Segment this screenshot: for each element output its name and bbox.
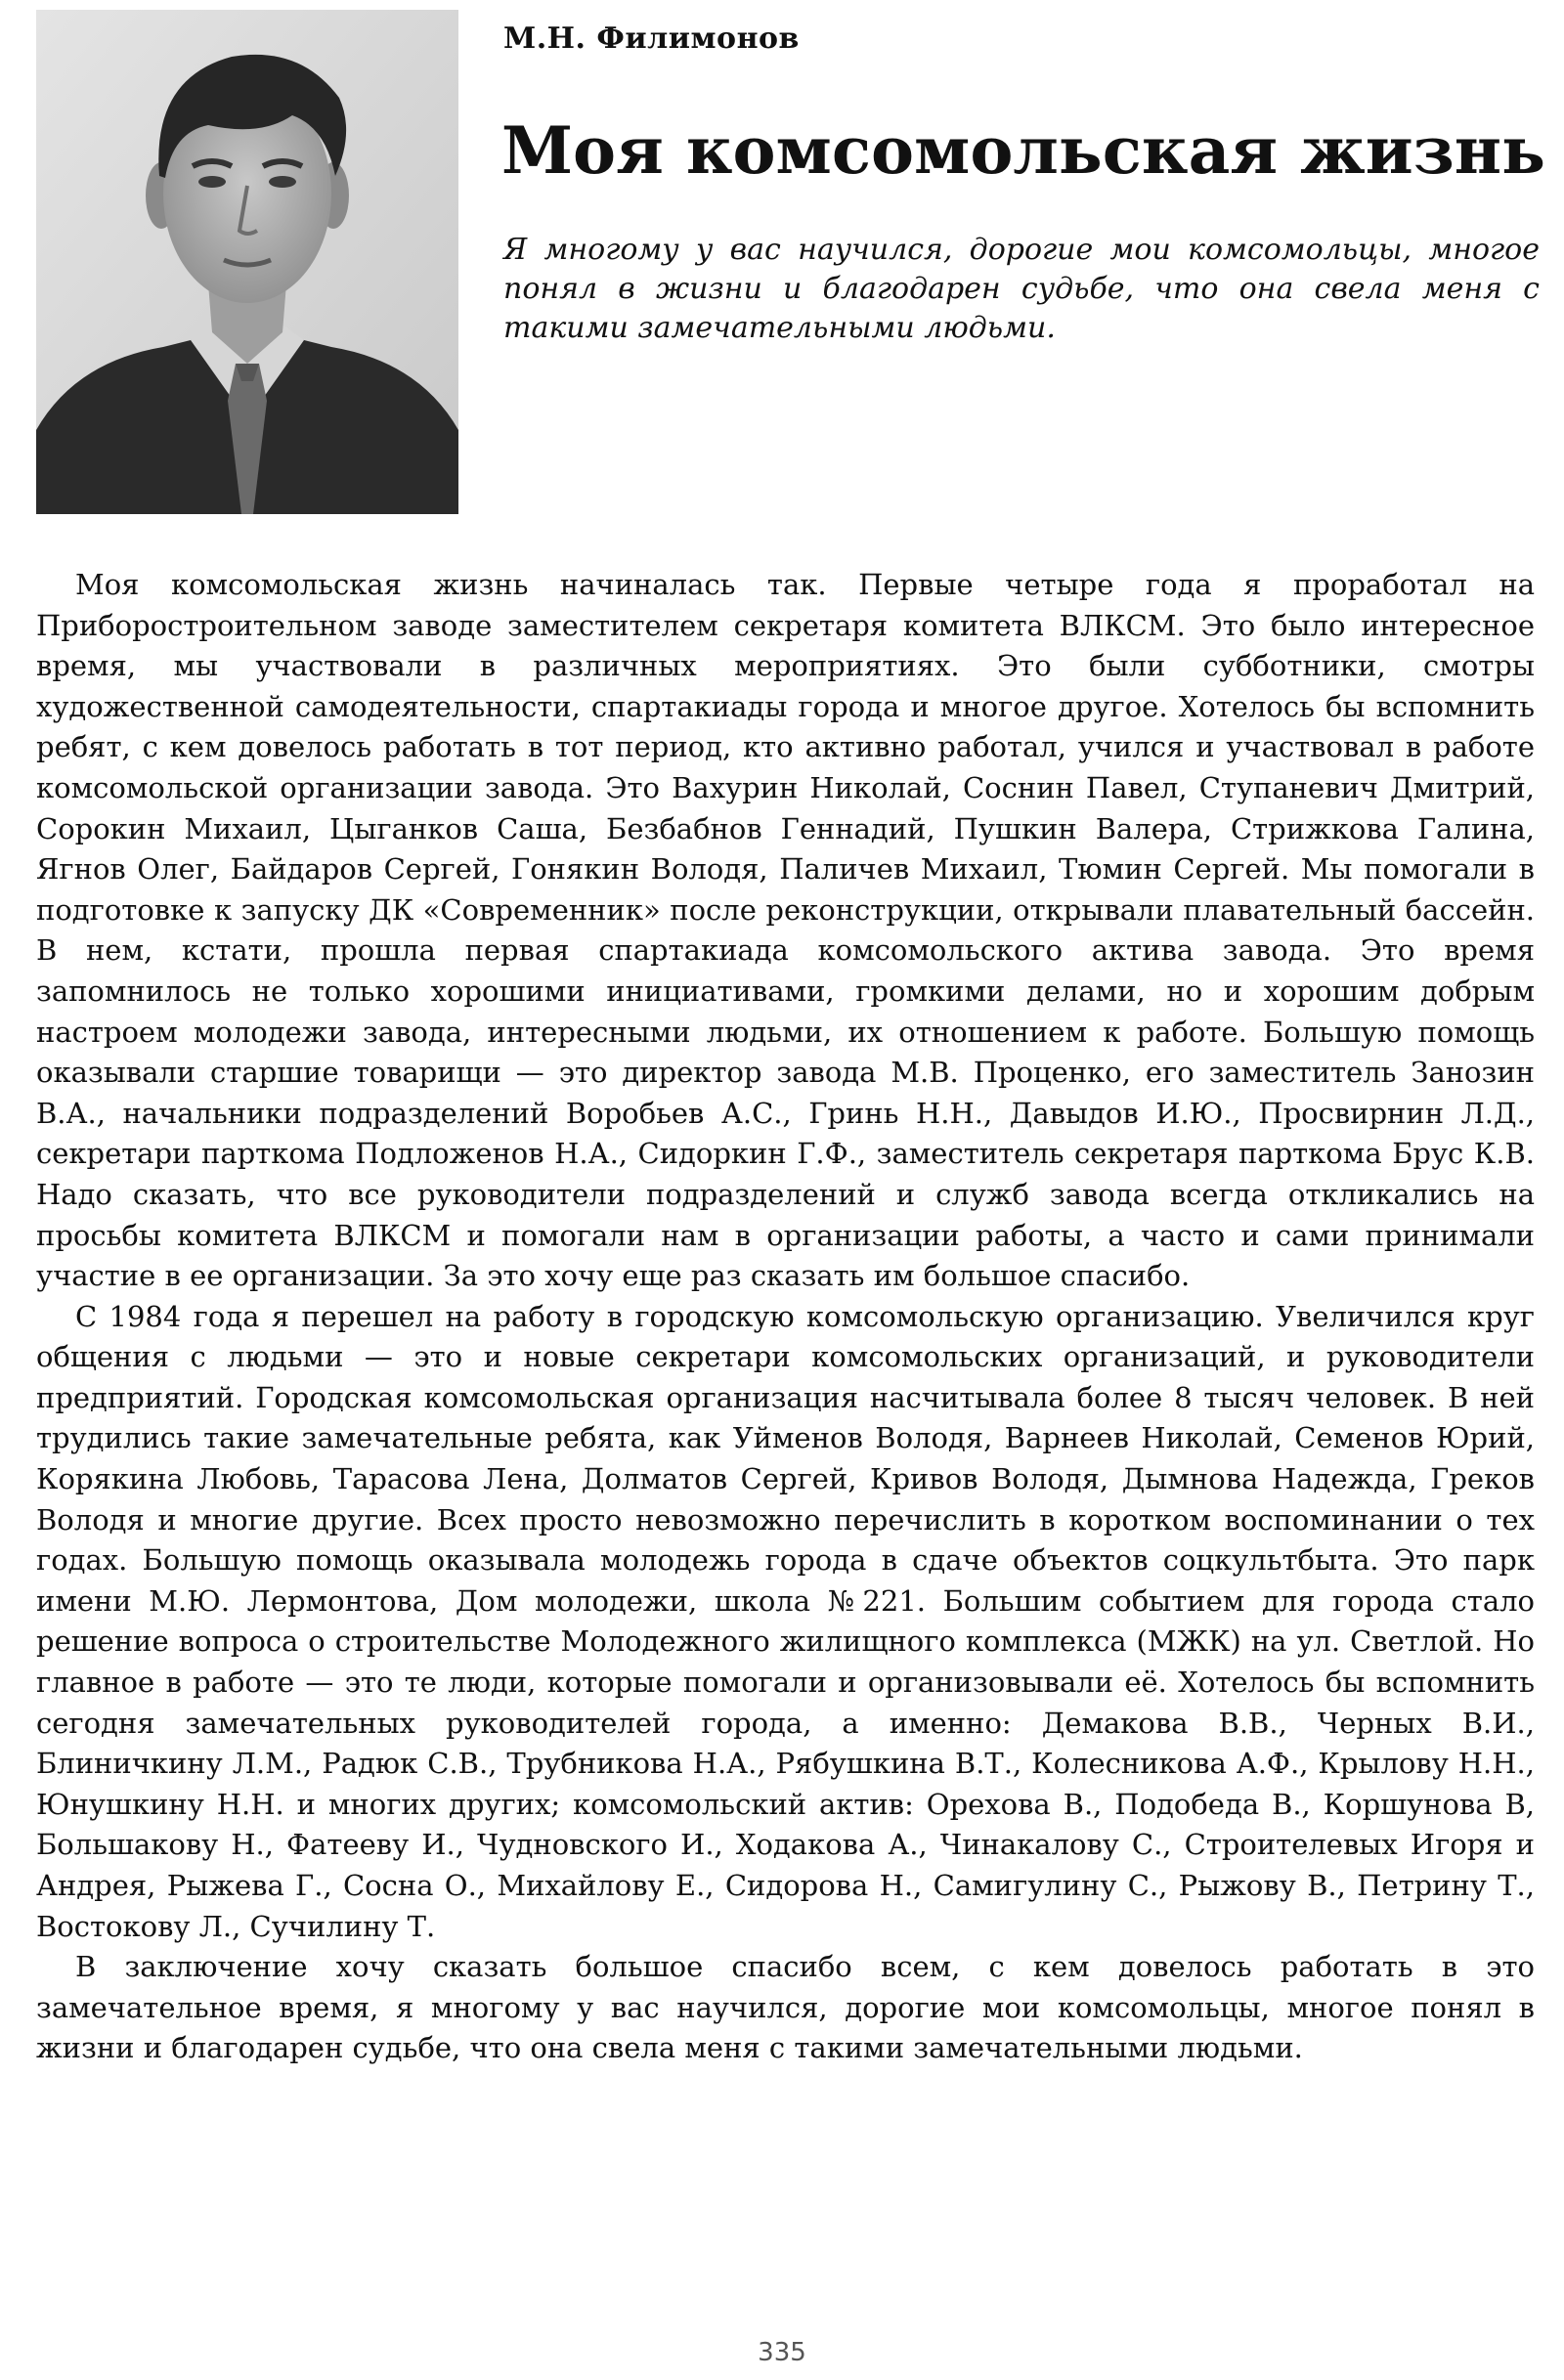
epigraph: Я многому у вас научился, дорогие мои комсомольцы, многое понял в жизни и благодарен судьбе, что она свела меня с такими замечательными людьми. — [503, 233, 1540, 345]
author-portrait-photo — [36, 10, 458, 514]
page-number: 335 — [758, 2338, 806, 2367]
article-title: Моя комсомольская жизнь — [501, 112, 1545, 189]
article-paragraph: В заключение хочу сказать большое спасибо всем, с кем довелось работать в это замечательное время, я многому у вас научился, дорогие мои комсомольцы, многое понял в жизни и благодарен судьбе, что она свела меня с такими замечательными людьми. — [36, 1950, 1535, 2065]
portrait-photo-icon — [36, 10, 458, 514]
article-paragraph: Моя комсомольская жизнь начиналась так. Первые четыре года я проработал на Приборостроительном заводе заместителем секретаря комитета ВЛКСМ. Это было интересное время, мы участвовали в различных мероприятиях. Это были субботники, смотры художественной самодеятельности, спартакиады города и многое другое. Хотелось бы вспомнить ребят, с кем довелось работать в тот период, кто активно работал, учился и участвовал в работе комсомольской организации завода. Это Вахурин Николай, Соснин Павел, Ступаневич Дмитрий, Сорокин Михаил, Цыганков Саша, Безбабнов Геннадий, Пушкин Валера, Стрижкова Галина, Ягнов Олег, Байдаров Сергей, Гонякин Володя, Паличев Михаил, Тюмин Сергей. Мы помогали в подготовке к запуску ДК «Современник» после реконструкции, открывали плавательный бассейн. В нем, кстати, прошла первая спартакиада комсомольского актива завода. Это время запомнилось не только хорошими инициативами, громкими делами, но и хорошим добрым настроем молодежи завода, интересными людьми, их отношением к работе. Большую помощь оказывали старшие товарищи — это директор завода М.В. Проценко, его заместитель Занозин В.А., начальники подразделений Воробьев А.С., Гринь Н.Н., Давыдов И.Ю., Просвирнин Л.Д., секретари парткома Подложенов Н.А., Сидоркин Г.Ф., заместитель секретаря парткома Брус К.В. Надо сказать, что все руководители подразделений и служб завода всегда откликались на просьбы комитета ВЛКСМ и помогали нам в организации работы, а часто и сами принимали участие в ее организации. За это хочу еще раз сказать им большое спасибо. — [36, 568, 1535, 1293]
author-name: М.Н. Филимонов — [503, 22, 800, 56]
article-body — [36, 565, 1535, 2069]
article-paragraph: С 1984 года я перешел на работу в городскую комсомольскую организацию. Увеличился круг общения с людьми — это и новые секретари комсомольских организаций, и руководители предприятий. Городская комсомольская организация насчитывала более 8 тысяч человек. В ней трудились такие замечательные ребята, как Уйменов Володя, Варнеев Николай, Семенов Юрий, Корякина Любовь, Тарасова Лена, Долматов Сергей, Кривов Володя, Дымнова Надежда, Греков Володя и многие другие. Всех просто невозможно перечислить в коротком воспоминании о тех годах. Большую помощь оказывала молодежь города в сдаче объектов соцкультбыта. Это парк имени М.Ю. Лермонтова, Дом молодежи, школа №221. Большим событием для города стало решение вопроса о строительстве Молодежного жилищного комплекса (МЖК) на ул. Светлой. Но главное в работе — это те люди, которые помогали и организовывали её. Хотелось бы вспомнить сегодня замечательных руководителей города, а именно: Демакова В.В., Черных В.И., Блиничкину Л.М., Радюк С.В., Трубникова Н.А., Рябушкина В.Т., Колесникова А.Ф., Крылову Н.Н., Юнушкину Н.Н. и многих других; комсомольский актив: Орехова В., Подобеда В., Коршунова В, Большакову Н., Фатееву И., Чудновского И., Ходакова А., Чинакалову С., Строителевых Игоря и Андрея, Рыжева Г., Сосна О., Михайлову Е., Сидорова Н., Самигулину С., Рыжову В., Петрину Т., Востокову Л., Сучилину Т. — [36, 1299, 1535, 1943]
